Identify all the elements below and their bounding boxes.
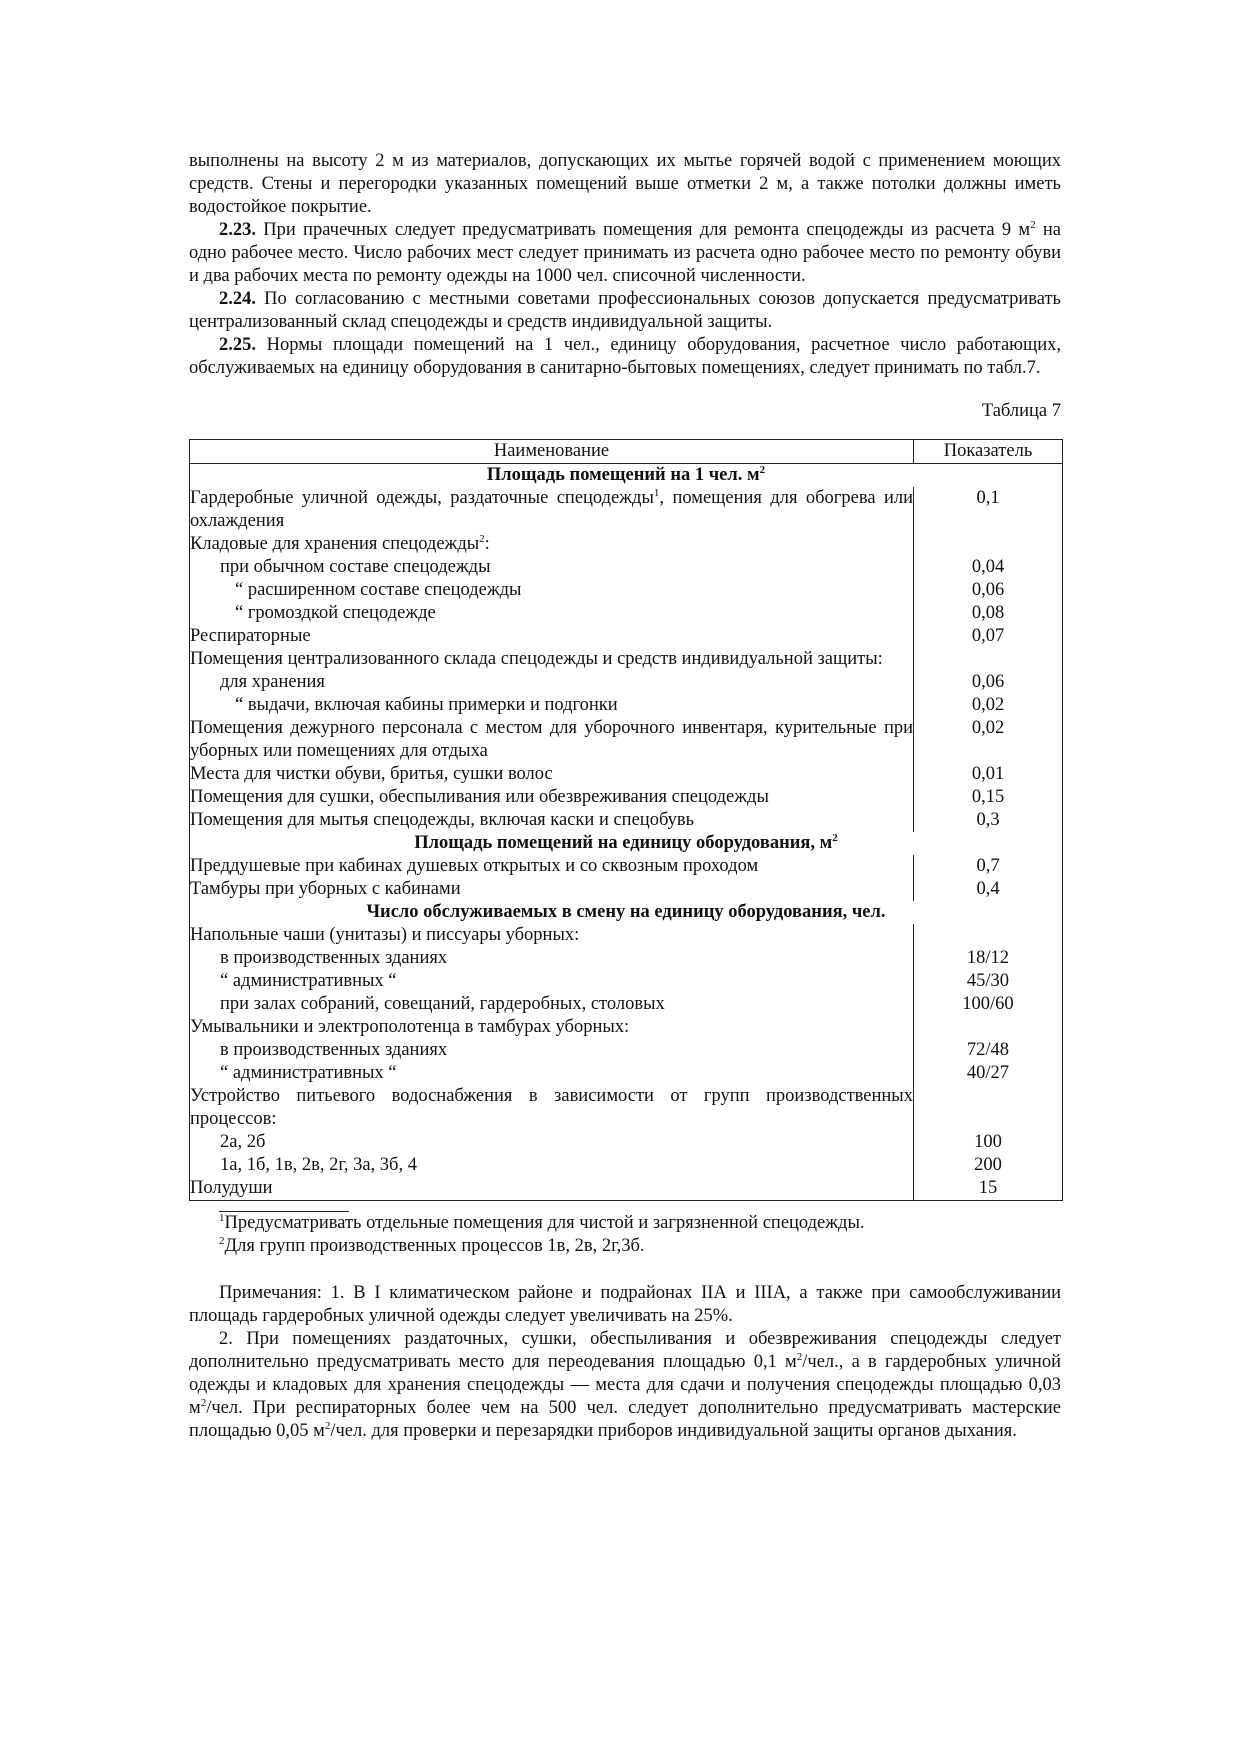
table-row bbox=[190, 1016, 1063, 1039]
row-value: 0,1 bbox=[914, 487, 1063, 533]
footnote-mark: 1 bbox=[219, 1211, 225, 1224]
name-text: Помещения централизованного склада спецодежды и средств индивидуальной защиты: bbox=[190, 649, 883, 669]
intro-paragraph: выполнены на высоту 2 м из материалов, допускающих их мытье горячей водой с применением моющих средств. Стены и перегородки указанных помещений выше отметки 2 м, а также потолки должны иметь водостойкое покрытие. bbox=[189, 151, 1061, 217]
name-text: Помещения для мытья спецодежды, включая каски и спецобувь bbox=[190, 810, 695, 830]
name-text: при залах собраний, совещаний, гардеробных, столовых bbox=[220, 994, 665, 1014]
section-text: Площадь помещений на 1 чел. м bbox=[486, 465, 760, 485]
table-row bbox=[190, 786, 1063, 809]
table-row bbox=[190, 1085, 1063, 1131]
name-text: Помещения дежурного персонала с местом для уборочного инвентаря, курительные при уборных или помещениях для отдыха bbox=[190, 718, 913, 761]
name-text: для хранения bbox=[220, 672, 325, 692]
row-name bbox=[190, 671, 914, 694]
table-section-row bbox=[190, 901, 1063, 924]
row-value bbox=[914, 533, 1063, 556]
text: /чел. При респираторных более чем на 500 чел. следует дополнительно предусматривать мастерские площадью 0,05 м bbox=[189, 1398, 1061, 1441]
row-value bbox=[914, 924, 1063, 947]
table-row bbox=[190, 487, 1063, 533]
row-name bbox=[190, 855, 914, 878]
table-row bbox=[190, 671, 1063, 694]
text: При прачечных следует предусматривать помещения для ремонта спецодежды из расчета 9 м bbox=[263, 220, 1031, 240]
row-value: 0,06 bbox=[914, 671, 1063, 694]
notes bbox=[189, 1282, 1061, 1443]
table-row bbox=[190, 533, 1063, 556]
row-value: 0,7 bbox=[914, 855, 1063, 878]
name-text: , помещения для обогрева или охлаждения bbox=[190, 488, 913, 531]
row-value: 15 bbox=[914, 1177, 1063, 1201]
row-value: 0,02 bbox=[914, 717, 1063, 763]
paragraph-2-24 bbox=[189, 288, 1061, 334]
name-text: Кладовые для хранения спецодежды bbox=[190, 534, 480, 554]
name-text: Места для чистки обуви, бритья, сушки волос bbox=[190, 764, 553, 784]
table-row bbox=[190, 602, 1063, 625]
note-2 bbox=[189, 1328, 1061, 1443]
section-text: Площадь помещений на единицу оборудования, м bbox=[414, 833, 833, 853]
text: на одно рабочее место. Число рабочих мест следует принимать из расчета одно рабочее место по ремонту обуви и два рабочих места по ремонту одежды на 1000 чел. списочной численности. bbox=[189, 220, 1061, 286]
table-label: Таблица 7 bbox=[981, 401, 1061, 421]
footnote-mark: 2 bbox=[219, 1234, 225, 1247]
table-row bbox=[190, 763, 1063, 786]
row-name bbox=[190, 648, 914, 671]
row-value: 0,01 bbox=[914, 763, 1063, 786]
row-name bbox=[190, 1039, 914, 1062]
name-text: Полудуши bbox=[190, 1178, 273, 1198]
row-name bbox=[190, 625, 914, 648]
row-name bbox=[190, 487, 914, 533]
table-section-row bbox=[190, 832, 1063, 855]
table-section-row bbox=[190, 464, 1063, 488]
table-row bbox=[190, 648, 1063, 671]
section-text: Число обслуживаемых в смену на единицу оборудования, чел. bbox=[366, 902, 886, 922]
header-name: Наименование bbox=[190, 440, 914, 464]
superscript: 2 bbox=[759, 463, 766, 476]
norms-table bbox=[189, 439, 1063, 1201]
paragraph-2-23 bbox=[189, 219, 1061, 288]
row-value: 0,4 bbox=[914, 878, 1063, 901]
footnote-1 bbox=[189, 1212, 1061, 1235]
name-text: “ административных “ bbox=[220, 971, 397, 991]
table-row bbox=[190, 878, 1063, 901]
text: /чел., а в гардеробных уличной одежды и кладовых для хранения спецодежды — места для сдачи и получения спецодежды площадью 0,03 м bbox=[189, 1352, 1061, 1418]
footnote-text: Предусматривать отдельные помещения для чистой и загрязненной спецодежды. bbox=[224, 1213, 865, 1233]
superscript: 2 bbox=[1030, 218, 1036, 231]
row-name bbox=[190, 947, 914, 970]
row-name bbox=[190, 763, 914, 786]
row-name bbox=[190, 717, 914, 763]
table-row bbox=[190, 947, 1063, 970]
table-row bbox=[190, 809, 1063, 832]
name-text: “ выдачи, включая кабины примерки и подгонки bbox=[235, 695, 618, 715]
section-title bbox=[190, 464, 1063, 488]
row-value bbox=[914, 1016, 1063, 1039]
row-name bbox=[190, 809, 914, 832]
name-text: Напольные чаши (унитазы) и писсуары уборных: bbox=[190, 925, 580, 945]
section-title bbox=[190, 901, 1063, 924]
text: /чел. для проверки и перезарядки приборов индивидуальной защиты органов дыхания. bbox=[330, 1421, 1017, 1441]
name-text: Помещения для сушки, обеспыливания или обезвреживания спецодежды bbox=[190, 787, 769, 807]
header-value: Показатель bbox=[914, 440, 1063, 464]
row-name bbox=[190, 694, 914, 717]
table-row bbox=[190, 1131, 1063, 1154]
row-name bbox=[190, 602, 914, 625]
name-text: Респираторные bbox=[190, 626, 311, 646]
row-name bbox=[190, 1062, 914, 1085]
name-text: Умывальники и электрополотенца в тамбурах уборных: bbox=[190, 1017, 630, 1037]
name-text: в производственных зданиях bbox=[220, 1040, 448, 1060]
clause-number: 2.23. bbox=[219, 220, 256, 240]
text: Нормы площади помещений на 1 чел., единицу оборудования, расчетное число работающих, обслуживаемых на единицу оборудования в санитарно-бытовых помещениях, следует принимать по табл.7. bbox=[189, 335, 1061, 378]
document-page bbox=[189, 150, 1061, 1443]
table-row bbox=[190, 924, 1063, 947]
row-value bbox=[914, 1085, 1063, 1131]
superscript: 2 bbox=[832, 831, 838, 844]
name-text: “ громоздкой спецодежде bbox=[235, 603, 436, 623]
name-text: 2а, 2б bbox=[220, 1132, 266, 1152]
table-row bbox=[190, 993, 1063, 1016]
name-text: Устройство питьевого водоснабжения в зависимости от групп производственных процессов: bbox=[190, 1086, 913, 1129]
row-value: 0,08 bbox=[914, 602, 1063, 625]
clause-number: 2.25. bbox=[219, 335, 256, 355]
name-text: при обычном составе спецодежды bbox=[220, 557, 491, 577]
name-text: “ административных “ bbox=[220, 1063, 397, 1083]
table-row bbox=[190, 1154, 1063, 1177]
row-value: 72/48 bbox=[914, 1039, 1063, 1062]
row-value: 0,04 bbox=[914, 556, 1063, 579]
superscript: 1 bbox=[653, 486, 660, 499]
table-row bbox=[190, 1177, 1063, 1201]
table-row bbox=[190, 1039, 1063, 1062]
row-value: 0,15 bbox=[914, 786, 1063, 809]
name-text: Гардеробные уличной одежды, раздаточные спецодежды bbox=[190, 488, 654, 508]
superscript: 2 bbox=[200, 1396, 207, 1409]
text: По согласованию с местными советами профессиональных союзов допускается предусматривать централизованный склад спецодежды и средств индивидуальной защиты. bbox=[189, 289, 1061, 332]
name-text: Преддушевые при кабинах душевых открытых и со сквозным проходом bbox=[190, 856, 759, 876]
text: 2. При помещениях раздаточных, сушки, обеспыливания и обезвреживания спецодежды следует дополнительно предусматривать место для переодевания площадью 0,1 м bbox=[189, 1329, 1061, 1372]
superscript: 2 bbox=[796, 1350, 803, 1363]
row-value: 100/60 bbox=[914, 993, 1063, 1016]
row-name bbox=[190, 970, 914, 993]
row-name bbox=[190, 786, 914, 809]
name-text: в производственных зданиях bbox=[220, 948, 448, 968]
row-value: 40/27 bbox=[914, 1062, 1063, 1085]
footnote-text: Для групп производственных процессов 1в, 2в, 2г,3б. bbox=[224, 1236, 645, 1256]
name-text: “ расширенном составе спецодежды bbox=[235, 580, 522, 600]
name-text: Тамбуры при уборных с кабинами bbox=[190, 879, 461, 899]
paragraph-2-25 bbox=[189, 334, 1061, 380]
row-value: 200 bbox=[914, 1154, 1063, 1177]
clause-number: 2.24. bbox=[219, 289, 256, 309]
row-value: 0,3 bbox=[914, 809, 1063, 832]
row-name bbox=[190, 1085, 914, 1131]
superscript: 2 bbox=[324, 1419, 331, 1432]
row-value: 45/30 bbox=[914, 970, 1063, 993]
table-row bbox=[190, 970, 1063, 993]
row-value: 100 bbox=[914, 1131, 1063, 1154]
row-value: 0,06 bbox=[914, 579, 1063, 602]
table-row bbox=[190, 717, 1063, 763]
name-text: 1а, 1б, 1в, 2в, 2г, 3а, 3б, 4 bbox=[220, 1155, 417, 1175]
name-text: : bbox=[484, 534, 490, 554]
table-row bbox=[190, 625, 1063, 648]
note-1: Примечания: 1. В I климатическом районе и подрайонах IIА и IIIА, а также при самообслуживании площадь гардеробных уличной одежды следует увеличивать на 25%. bbox=[189, 1283, 1061, 1326]
row-value bbox=[914, 648, 1063, 671]
table-row bbox=[190, 556, 1063, 579]
row-name bbox=[190, 556, 914, 579]
table-row bbox=[190, 1062, 1063, 1085]
row-name bbox=[190, 993, 914, 1016]
row-name bbox=[190, 1154, 914, 1177]
row-name bbox=[190, 924, 914, 947]
row-value: 0,02 bbox=[914, 694, 1063, 717]
row-value: 18/12 bbox=[914, 947, 1063, 970]
table-row bbox=[190, 579, 1063, 602]
table-row bbox=[190, 855, 1063, 878]
footnote-2 bbox=[189, 1235, 1061, 1258]
row-name bbox=[190, 1131, 914, 1154]
row-name bbox=[190, 533, 914, 556]
table-header-row bbox=[190, 440, 1063, 464]
row-name bbox=[190, 579, 914, 602]
superscript: 2 bbox=[479, 532, 485, 545]
row-name bbox=[190, 1016, 914, 1039]
section-title bbox=[190, 832, 1063, 855]
row-value: 0,07 bbox=[914, 625, 1063, 648]
row-name bbox=[190, 1177, 914, 1201]
table-row bbox=[190, 694, 1063, 717]
row-name bbox=[190, 878, 914, 901]
